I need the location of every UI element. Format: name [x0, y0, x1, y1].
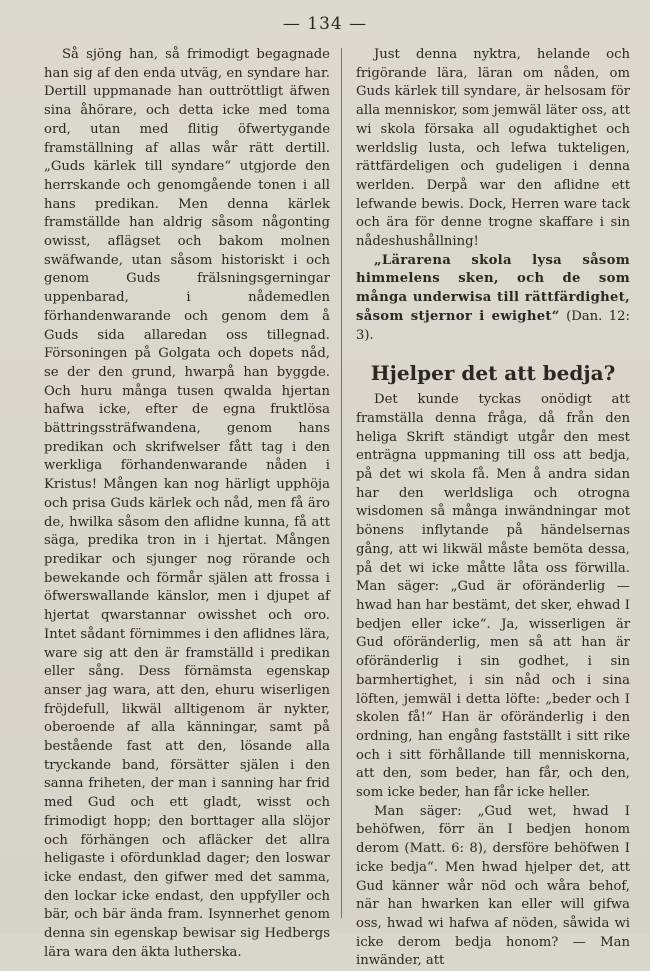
left-paragraph: Så sjöng han, så frimodigt begagnade han sig af den enda utväg, en syndare har. Dertill uppmanade han outtröttligt äfwen sina åhörare, och detta icke med toma ord, utan med flitig öfwertygande framställning af allas wår rätt dertill. „Guds kärlek till syndare“ utgjorde den herrskande och genomgående tonen i all hans predikan. Men denna kärlek framställde han aldrig såsom någonting owisst, aflägset och bakom molnen swäfwande, utan såsom historiskt i och genom Guds frälsningsgerningar uppenbarad, i nådemedlen förhandenwarande och genom dem å Guds sida allaredan oss tillegnad. Försoningen på Golgata och dopets nåd, se der den grund, hwarpå han byggde. Och huru många tusen qwalda hjertan hafwa icke, efter de egna fruktlösa bättringssträfwandena, genom hans predikan och skrifwelser fått tag i den werkliga förhandenwarande nåden i Kristus! Mången kan nog härligt upphöja och prisa Guds kärlek och nåd, men få äro de, hwilka såsom den aflidne kunna, få att säga, predika tron in i hjertat. Mången predikar och sjunger nog rörande och bewekande och förmår själen att frossa i öfwerswallande känslor, men i djupet af hjertat qwarstannar owisshet och oro. Intet sådant förnimmes i den aflidnes lära, ware sig att den är framställd i predikan eller sång. Dess förnämsta egenskap anser jag wara, att den, ehuru wiserligen fröjdefull, likwäl alltigenom är nykter, oberoende af alla känningar, samt på bestående fast att den, lösande alla tryckande band, försätter själen i den sanna friheten, der man i sanning har frid med Gud och ett gladt, wisst och frimodigt hopp; den borttager alla slöjor och förhängen och afläcker det allra heligaste i ofördunklad dager; den loswar icke endast, den gifwer med det samma, den lockar icke endast, den uppfyller och bär, och bär ända fram. Isynnerhet genom denna sin egenskap bewisar sig Hedbergs lära wara den äkta lutherska.: [44, 47, 330, 960]
column-divider: [341, 48, 342, 918]
scripture-quote: „Lärarena skola lysa såsom himmelens sken, och de som många underwisa till rättfärdighet, såsom stjernor i ewighet“: [356, 252, 630, 324]
right-paragraph-2: Det kunde tyckas onödigt att framställa denna fråga, då från den heliga Skrift ständigt utgår den mest enträgna uppmaning till oss att bedja, på det wi skola få. Men å andra sidan har den werldsliga och otrogna wisdomen så många inwändningar mot bönens inflytande på händelsernas gång, att wi likwäl måste bemöta dessa, på det wi icke måtte låta oss förwilla. Man säger: „Gud är oföränderlig — hwad han har bestämt, det sker, ehwad I bedjen eller icke“. Ja, wisserligen är Gud oföränderlig, men så att han är oföränderlig i sin godhet, i sin barmhertighet, i sin nåd och i sina löften, jemwäl i detta löfte: „beder och I skolen få!“ Han är oföränderlig i den ordning, han engång fastställt i sitt rike och i sitt förhållande till menniskorna, att den, som beder, han får, och den, som icke beder, han får icke heller.: [356, 392, 630, 801]
right-paragraph-3: Man säger: „Gud wet, hwad I behöfwen, förr än I bedjen honom derom (Matt. 6: 8), dersföre behöfwen I icke bedja“. Men hwad hjelper det, att Gud känner wår nöd och wåra behof, när han hwarken kan eller will gifwa oss, hwad wi hafwa af nöden, såwida wi icke derom bedja honom? — Man inwänder, att: [356, 803, 630, 969]
right-paragraph-1: Just denna nyktra, helande och frigörande lära, läran om nåden, om Guds kärlek till syndare, är helsosam för alla menniskor, som jemwäl läter oss, att wi skola försaka all ogudaktighet och werldslig lusta, och lefwa tukteligen, rättfärdeligen och gudeligen i denna werlden. Derpå war den aflidne ett lefwande bewis. Dock, Herren ware tack och ära för denne trogne skaffare i sin nådeshushållning!: [356, 47, 630, 250]
page-number: — 134 —: [282, 14, 368, 34]
left-column: [44, 46, 330, 962]
section-heading: Hjelper det att bedja?: [370, 361, 616, 386]
right-column: [356, 46, 630, 971]
scripture-reference: (Dan. 12: 3).: [356, 308, 630, 343]
scripture-quote-block: [356, 252, 630, 346]
